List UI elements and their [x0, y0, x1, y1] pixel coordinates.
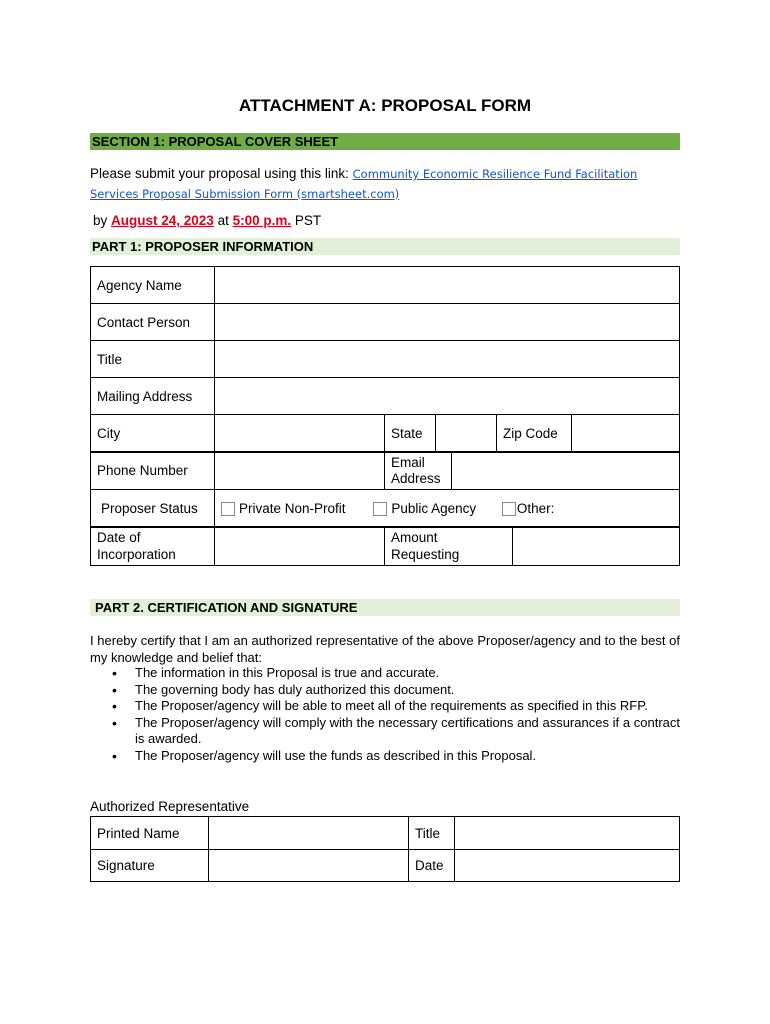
- submission-link-line2-wrap: [90, 185, 399, 203]
- amount-requesting-line2: Requesting: [391, 547, 460, 562]
- section1-heading: SECTION 1: PROPOSAL COVER SHEET: [90, 133, 680, 150]
- city-label: City: [91, 415, 215, 453]
- amount-requesting-field[interactable]: [513, 527, 680, 566]
- signature-table: [90, 816, 680, 882]
- signer-title-label: Title: [409, 817, 455, 850]
- submission-link[interactable]: Community Economic Resilience Fund Facilitation: [352, 167, 638, 181]
- status-row-table: [90, 489, 680, 528]
- authorized-rep-label: Authorized Representative: [90, 799, 250, 814]
- certification-item: • The Proposer/agency will be able to meet all of the requirements as specified in this RFP.: [90, 698, 680, 715]
- nonprofit-option-label: Private Non-Profit: [239, 500, 346, 516]
- date-incorporation-label: [91, 527, 215, 566]
- email-label-line1: Email: [391, 454, 425, 470]
- other-checkbox[interactable]: [502, 502, 516, 516]
- submission-intro-text: Please submit your proposal using this link:: [90, 166, 353, 181]
- incorporation-row-table: [90, 526, 680, 566]
- zip-label: Zip Code: [497, 415, 572, 453]
- submission-instructions: [90, 166, 690, 181]
- signature-label: Signature: [91, 850, 209, 882]
- contact-person-field[interactable]: [215, 304, 680, 341]
- nonprofit-checkbox[interactable]: [221, 502, 235, 516]
- deadline-by: by: [93, 213, 112, 228]
- email-field[interactable]: [452, 452, 680, 490]
- certification-item: • The Proposer/agency will comply with the necessary certifications and assurances if a contract is awarded.: [90, 715, 680, 748]
- signature-field[interactable]: [209, 850, 409, 882]
- submission-link-line2[interactable]: Services Proposal Submission Form (smartsheet.com): [90, 187, 400, 201]
- printed-name-field[interactable]: [209, 817, 409, 850]
- state-field[interactable]: [436, 415, 497, 453]
- date-incorporation-field[interactable]: [215, 527, 385, 566]
- mailing-address-label: Mailing Address: [91, 378, 215, 415]
- deadline-at: at: [213, 213, 233, 228]
- certification-list: [90, 665, 680, 764]
- certification-item: • The information in this Proposal is true and accurate.: [90, 665, 680, 682]
- phone-label: Phone Number: [91, 452, 215, 490]
- contact-person-label: Contact Person: [91, 304, 215, 341]
- email-label: [385, 452, 452, 490]
- agency-name-label: Agency Name: [91, 267, 215, 304]
- proposer-info-table: [90, 266, 680, 415]
- title-field[interactable]: [215, 341, 680, 378]
- proposer-status-label: Proposer Status: [91, 490, 215, 528]
- public-agency-checkbox[interactable]: [373, 502, 387, 516]
- phone-field[interactable]: [215, 452, 385, 490]
- date-label: Date: [409, 850, 455, 882]
- printed-name-label: Printed Name: [91, 817, 209, 850]
- page-title: ATTACHMENT A: PROPOSAL FORM: [238, 96, 532, 115]
- part2-heading: PART 2. CERTIFICATION AND SIGNATURE: [90, 599, 680, 616]
- deadline-text: [93, 213, 321, 228]
- title-label: Title: [91, 341, 215, 378]
- amount-requesting-label: [385, 527, 513, 566]
- signer-title-field[interactable]: [455, 817, 680, 850]
- certification-item: • The governing body has duly authorized this document.: [90, 682, 680, 699]
- agency-name-field[interactable]: [215, 267, 680, 304]
- other-option-label: Other:: [516, 500, 555, 516]
- deadline-timezone: PST: [291, 213, 322, 228]
- city-row-table: [90, 414, 680, 453]
- certification-item: • The Proposer/agency will use the funds as described in this Proposal.: [90, 748, 680, 765]
- certification-intro: I hereby certify that I am an authorized representative of the above Proposer/agency and to the best of my knowledge and belief that:: [90, 633, 680, 665]
- public-agency-option-label: Public Agency: [391, 500, 477, 516]
- deadline-time: 5:00 p.m.: [232, 213, 292, 228]
- deadline-date: August 24, 2023: [111, 213, 214, 228]
- zip-field[interactable]: [572, 415, 680, 453]
- mailing-address-field[interactable]: [215, 378, 680, 415]
- phone-row-table: [90, 451, 680, 490]
- city-field[interactable]: [215, 415, 385, 453]
- email-label-line2: Address: [391, 470, 441, 486]
- date-incorporation-line2: Incorporation: [97, 547, 176, 562]
- part1-heading: PART 1: PROPOSER INFORMATION: [90, 238, 680, 255]
- state-label: State: [385, 415, 436, 453]
- date-incorporation-line1: Date of: [97, 530, 141, 545]
- date-field[interactable]: [455, 850, 680, 882]
- amount-requesting-line1: Amount: [391, 530, 438, 545]
- proposer-status-options: [215, 490, 680, 528]
